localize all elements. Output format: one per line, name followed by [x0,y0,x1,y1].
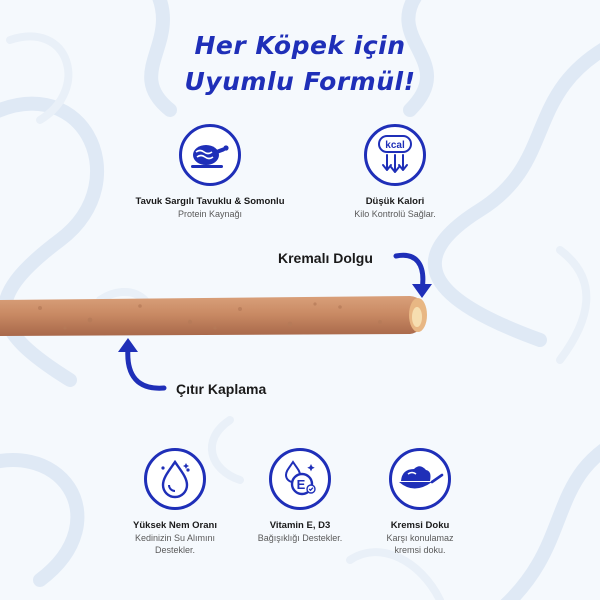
feature-vitamin-title: Vitamin E, D3 [269,520,331,531]
kcal-down-icon [364,124,426,186]
arrow-coating-icon [112,330,172,400]
water-drop-icon [144,448,206,510]
headline-line-2: Uyumlu Formül! [184,67,416,96]
feature-moisture [110,448,240,556]
vitamin-icon-text: E [296,477,306,492]
feature-low-calorie-desc: Kilo Kontrolü Sağlar. [354,209,436,219]
feature-protein [100,124,320,220]
vitamin-e-icon [269,448,331,510]
callout-coating-label: Çıtır Kaplama [176,381,267,397]
feature-protein-desc: Protein Kaynağı [177,209,243,219]
headline-line-1: Her Köpek için [194,31,406,60]
roast-chicken-icon [179,124,241,186]
feature-moisture-desc-2: Destekler. [154,545,196,555]
treat-stick-image [0,284,440,344]
headline [0,30,600,98]
kcal-icon-text: kcal [385,140,405,151]
feature-vitamin [240,448,360,544]
feature-creamy [355,448,485,556]
feature-creamy-desc-1: Karşı konulamaz [386,533,454,543]
callout-filling-label: Kremalı Dolgu [278,250,373,266]
feature-vitamin-desc-1: Bağışıklığı Destekler. [257,533,343,543]
feature-creamy-title: Kremsi Doku [390,520,450,531]
feature-creamy-desc-2: kremsi doku. [394,545,446,555]
feature-moisture-title: Yüksek Nem Oranı [133,520,217,531]
cream-spoon-icon [389,448,451,510]
feature-low-calorie [315,124,475,220]
feature-low-calorie-title: Düşük Kalori [365,196,425,207]
feature-moisture-desc-1: Kedinizin Su Alımını [134,533,216,543]
feature-protein-title: Tavuk Sargılı Tavuklu & Somonlu [135,196,285,207]
